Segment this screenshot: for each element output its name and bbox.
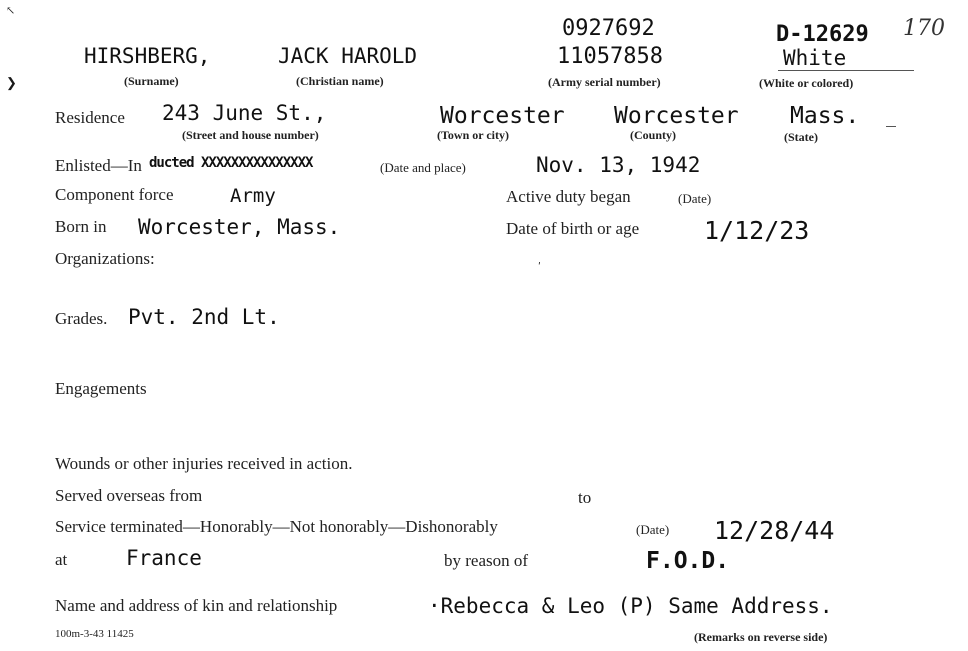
grades-value: Pvt. 2nd Lt. — [128, 305, 280, 329]
kin-value: ·Rebecca & Leo (P) Same Address. — [428, 594, 833, 618]
residence-label: Residence — [55, 108, 125, 127]
component-label: Component force — [55, 185, 174, 204]
termination-reason: F.O.D. — [646, 548, 730, 574]
dob-value: 1/12/23 — [704, 216, 810, 245]
residence-county: Worcester — [614, 103, 739, 129]
enlisted-struck-text: ducted XXXXXXXXXXXXXXX — [149, 155, 313, 171]
caption-town: (Town or city) — [437, 128, 509, 142]
enlisted-label: Enlisted—In — [55, 156, 142, 175]
surname: HIRSHBERG, — [84, 44, 211, 68]
residence-town: Worcester — [440, 103, 565, 129]
caption-date-terminated: (Date) — [636, 522, 670, 537]
service-terminated-label: Service terminated—Honorably—Not honorably—Dishonorably — [55, 517, 498, 536]
birthplace: Worcester, Mass. — [138, 215, 341, 239]
enlisted-date: Nov. 13, 1942 — [536, 153, 701, 177]
caption-serial: (Army serial number) — [548, 75, 661, 89]
christian-name: JACK HAROLD — [278, 44, 418, 68]
caption-county: (County) — [630, 128, 677, 142]
termination-place: France — [126, 546, 202, 570]
caption-surname: (Surname) — [124, 74, 179, 88]
stray-mark: ʹ — [538, 262, 541, 273]
overseas-label: Served overseas from — [55, 486, 203, 505]
organizations-label: Organizations: — [55, 249, 155, 268]
termination-date: 12/28/44 — [714, 516, 835, 545]
active-duty-label: Active duty began — [506, 187, 631, 206]
overseas-to-label: to — [578, 488, 592, 507]
race: White — [783, 46, 847, 70]
dob-label: Date of birth or age — [506, 219, 640, 238]
engagements-label: Engagements — [55, 379, 147, 398]
residence-state: Mass. — [790, 103, 860, 129]
caption-date-place: (Date and place) — [380, 160, 466, 175]
caption-christian-name: (Christian name) — [296, 74, 384, 88]
wounds-label: Wounds or other injuries received in action. — [55, 454, 353, 473]
caption-race: (White or colored) — [759, 76, 854, 90]
caption-state: (State) — [784, 130, 818, 144]
form-number: 100m-3-43 11425 — [55, 628, 134, 640]
handwritten-note: 170 — [903, 16, 945, 41]
born-label: Born in — [55, 217, 107, 236]
corner-mark-icon: ↖ — [6, 4, 16, 17]
kin-label: Name and address of kin and relationship — [55, 596, 338, 615]
punch-mark-icon: ❯ — [6, 76, 17, 91]
caption-street: (Street and house number) — [182, 128, 319, 142]
component-value: Army — [230, 185, 276, 207]
card-id: D-12629 — [776, 22, 869, 47]
race-underline — [778, 70, 914, 71]
at-label: at — [55, 550, 68, 569]
grades-label: Grades. — [55, 309, 108, 328]
reason-label: by reason of — [444, 551, 529, 570]
caption-date-active: (Date) — [678, 191, 712, 206]
state-underline — [886, 126, 896, 127]
residence-street: 243 June St., — [162, 101, 327, 125]
record-number: 0927692 — [562, 16, 655, 41]
army-serial-number: 11057858 — [557, 44, 663, 69]
remarks-caption: (Remarks on reverse side) — [694, 630, 828, 644]
